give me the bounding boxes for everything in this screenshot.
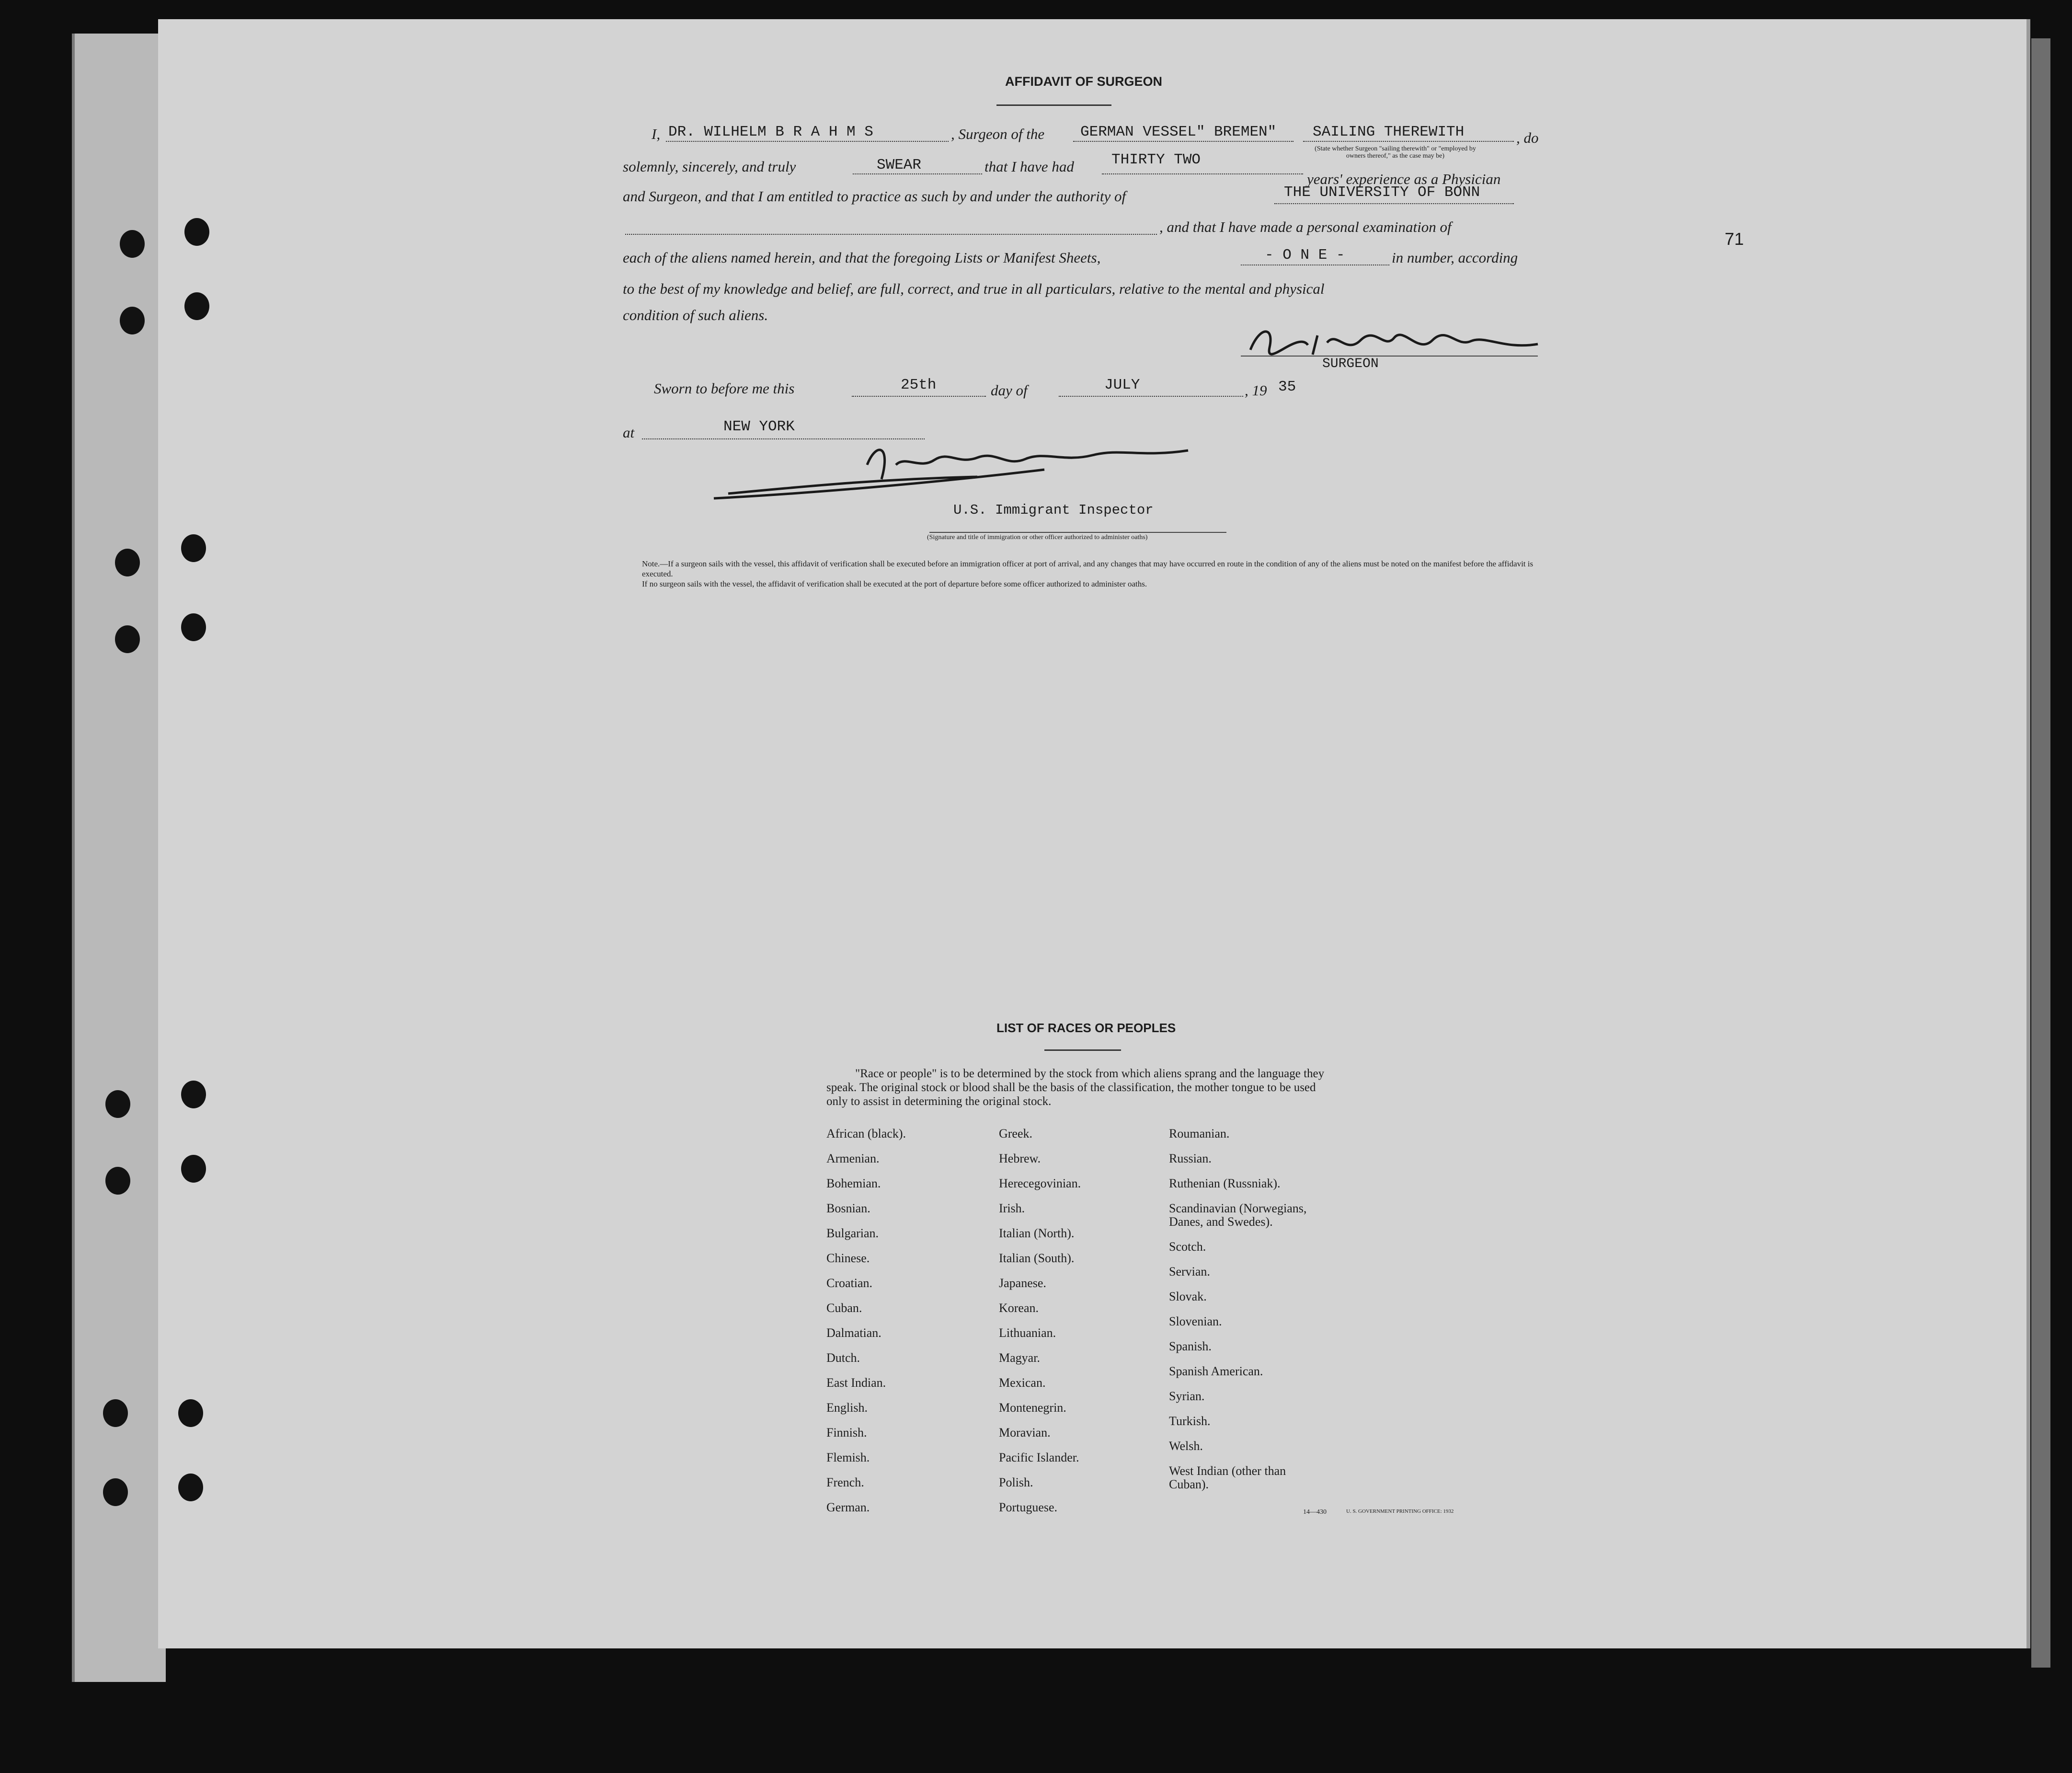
text-solemnly: solemnly, sincerely, and truly bbox=[623, 158, 796, 175]
race-item: Cuban. bbox=[826, 1301, 862, 1315]
race-item: French. bbox=[826, 1475, 864, 1489]
text-personal: , and that I have made a personal examination of bbox=[1159, 219, 1452, 235]
surgeon-label: SURGEON bbox=[1322, 357, 1379, 371]
race-item: East Indian. bbox=[826, 1376, 886, 1390]
race-item: African (black). bbox=[826, 1127, 906, 1140]
sworn-day: 25th bbox=[901, 377, 937, 393]
race-item: Herecegovinian. bbox=[999, 1176, 1081, 1190]
underlying-page-edge bbox=[72, 34, 166, 1682]
races-column-2 bbox=[999, 1121, 1081, 1520]
binder-hole bbox=[120, 230, 145, 258]
signature-line bbox=[1241, 356, 1538, 357]
fill-line bbox=[1274, 203, 1514, 204]
text-i: I, bbox=[652, 126, 661, 142]
form-code: 14—430 bbox=[1303, 1508, 1327, 1516]
text-and-surgeon: and Surgeon, and that I am entitled to practice as such by and under the authority of bbox=[623, 188, 1126, 205]
text-years-exp: years' experience as a Physician bbox=[1307, 171, 1501, 187]
binder-hole bbox=[105, 1167, 130, 1195]
race-item: Welsh. bbox=[1169, 1439, 1203, 1453]
title-rule bbox=[996, 104, 1111, 106]
race-item: Flemish. bbox=[826, 1451, 870, 1464]
race-item: Bohemian. bbox=[826, 1176, 881, 1190]
race-item: Chinese. bbox=[826, 1251, 870, 1265]
text-best: to the best of my knowledge and belief, are full, correct, and true in all particulars, relative to the mental and physical bbox=[623, 280, 1325, 297]
race-item: Spanish. bbox=[1169, 1339, 1212, 1353]
binder-hole bbox=[181, 1155, 206, 1183]
binder-hole bbox=[115, 549, 140, 576]
note-surgeon-sails: Note.—If a surgeon sails with the vessel, this affidavit of verification shall be executed before an immigration officer at port of arrival, and any changes that may have occurred en route in the condition of any of the aliens must be noted on the manifest before the affidavit is executed. bbox=[642, 559, 1534, 578]
race-item: Greek. bbox=[999, 1127, 1033, 1140]
binder-hole bbox=[181, 534, 206, 562]
races-title: LIST OF RACES OR PEOPLES bbox=[996, 1021, 1176, 1035]
text-day-of: day of bbox=[991, 382, 1028, 399]
licensing-authority: THE UNIVERSITY OF BONN bbox=[1284, 184, 1480, 201]
race-item: Spanish American. bbox=[1169, 1364, 1263, 1378]
binder-hole bbox=[103, 1399, 128, 1427]
race-item: Italian (South). bbox=[999, 1251, 1075, 1265]
status-note: (State whether Surgeon "sailing therewith" or "employed by owners thereof," as the case may be) bbox=[1315, 145, 1476, 160]
fill-line bbox=[853, 173, 982, 174]
sworn-place: NEW YORK bbox=[723, 418, 795, 435]
race-item: Irish. bbox=[999, 1201, 1025, 1215]
race-item: Slovak. bbox=[1169, 1289, 1207, 1303]
affidavit-title: AFFIDAVIT OF SURGEON bbox=[1005, 74, 1162, 89]
race-item: Dutch. bbox=[826, 1351, 860, 1365]
fill-line bbox=[1073, 141, 1294, 142]
race-item: Hebrew. bbox=[999, 1151, 1041, 1165]
fill-line bbox=[1102, 173, 1303, 174]
inspector-signature bbox=[709, 436, 1198, 508]
races-rule bbox=[1044, 1049, 1121, 1051]
race-item: Portuguese. bbox=[999, 1500, 1058, 1514]
text-sworn: Sworn to before me this bbox=[654, 380, 795, 397]
races-column-3 bbox=[1169, 1121, 1341, 1497]
binder-hole bbox=[181, 613, 206, 641]
inspector-caption: (Signature and title of immigration or other officer authorized to administer oaths) bbox=[927, 534, 1148, 541]
race-item: Slovenian. bbox=[1169, 1314, 1222, 1328]
years-experience: THIRTY TWO bbox=[1111, 151, 1201, 168]
race-item: German. bbox=[826, 1500, 870, 1514]
race-item: English. bbox=[826, 1401, 868, 1415]
text-condition: condition of such aliens. bbox=[623, 307, 768, 323]
text-19: , 19 bbox=[1245, 382, 1267, 399]
signature-line bbox=[929, 532, 1226, 533]
race-item: Russian. bbox=[1169, 1151, 1212, 1165]
text-that-had: that I have had bbox=[984, 158, 1074, 175]
race-item: Korean. bbox=[999, 1301, 1039, 1315]
binder-hole bbox=[184, 218, 209, 246]
race-item: Moravian. bbox=[999, 1426, 1051, 1439]
race-item: Servian. bbox=[1169, 1265, 1210, 1278]
race-item: Roumanian. bbox=[1169, 1127, 1230, 1140]
races-intro: "Race or people" is to be determined by the stock from which aliens sprang and the language they speak. The original stock or blood shall be the basis of the classification, the mother tongue to be used only to assist in determining the original stock. bbox=[826, 1067, 1325, 1108]
text-in-number: in number, according bbox=[1392, 249, 1518, 266]
race-item: Bosnian. bbox=[826, 1201, 870, 1215]
fill-line bbox=[1303, 141, 1514, 142]
races-column-1 bbox=[826, 1121, 906, 1520]
race-item: West Indian (other than Cuban). bbox=[1169, 1464, 1286, 1491]
fill-line bbox=[852, 396, 986, 397]
surgeon-signature bbox=[1241, 321, 1552, 364]
fill-line bbox=[666, 141, 949, 142]
race-item: Lithuanian. bbox=[999, 1326, 1056, 1340]
binding-edge bbox=[2031, 38, 2050, 1668]
text-surgeon-of: , Surgeon of the bbox=[951, 126, 1045, 142]
binder-hole bbox=[115, 625, 140, 653]
sheet-count: - O N E - bbox=[1265, 247, 1345, 264]
vessel-name: GERMAN VESSEL" BREMEN" bbox=[1080, 124, 1277, 140]
race-item: Montenegrin. bbox=[999, 1401, 1066, 1415]
race-item: Armenian. bbox=[826, 1151, 880, 1165]
race-item: Ruthenian (Russniak). bbox=[1169, 1176, 1281, 1190]
surgeon-name: DR. WILHELM B R A H M S bbox=[668, 124, 873, 140]
binder-hole bbox=[181, 1081, 206, 1108]
text-each: each of the aliens named herein, and that the foregoing Lists or Manifest Sheets, bbox=[623, 249, 1101, 266]
binder-hole bbox=[120, 307, 145, 334]
race-item: Japanese. bbox=[999, 1276, 1046, 1290]
race-item: Scandinavian (Norwegians, Danes, and Swedes). bbox=[1169, 1201, 1307, 1229]
binder-hole bbox=[178, 1474, 203, 1501]
text-do: , do bbox=[1516, 129, 1539, 146]
binder-hole bbox=[105, 1090, 130, 1118]
race-item: Bulgarian. bbox=[826, 1226, 879, 1240]
race-item: Dalmatian. bbox=[826, 1326, 881, 1340]
note-no-surgeon: If no surgeon sails with the vessel, the affidavit of verification shall be executed at the port of departure before some officer authorized to administer oaths. bbox=[642, 579, 1147, 588]
race-item: Magyar. bbox=[999, 1351, 1040, 1365]
race-item: Croatian. bbox=[826, 1276, 873, 1290]
binder-hole bbox=[184, 292, 209, 320]
race-item: Finnish. bbox=[826, 1426, 867, 1439]
printer-imprint: U. S. GOVERNMENT PRINTING OFFICE: 1932 bbox=[1346, 1508, 1454, 1514]
text-at: at bbox=[623, 424, 635, 441]
oath-type: SWEAR bbox=[877, 157, 922, 173]
sheet-number: 71 bbox=[1725, 229, 1744, 249]
race-item: Mexican. bbox=[999, 1376, 1046, 1390]
surgeon-status: SAILING THEREWITH bbox=[1313, 124, 1465, 140]
race-item: Pacific Islander. bbox=[999, 1451, 1079, 1464]
sworn-year: 35 bbox=[1278, 379, 1296, 395]
race-item: Syrian. bbox=[1169, 1389, 1205, 1403]
fill-line bbox=[1059, 396, 1243, 397]
fill-line bbox=[625, 234, 1157, 235]
sworn-month: JULY bbox=[1104, 377, 1140, 393]
race-item: Italian (North). bbox=[999, 1226, 1075, 1240]
binder-hole bbox=[178, 1399, 203, 1427]
inspector-title: U.S. Immigrant Inspector bbox=[953, 502, 1154, 518]
race-item: Polish. bbox=[999, 1475, 1033, 1489]
binder-hole bbox=[103, 1478, 128, 1506]
race-item: Turkish. bbox=[1169, 1414, 1211, 1428]
race-item: Scotch. bbox=[1169, 1240, 1206, 1254]
